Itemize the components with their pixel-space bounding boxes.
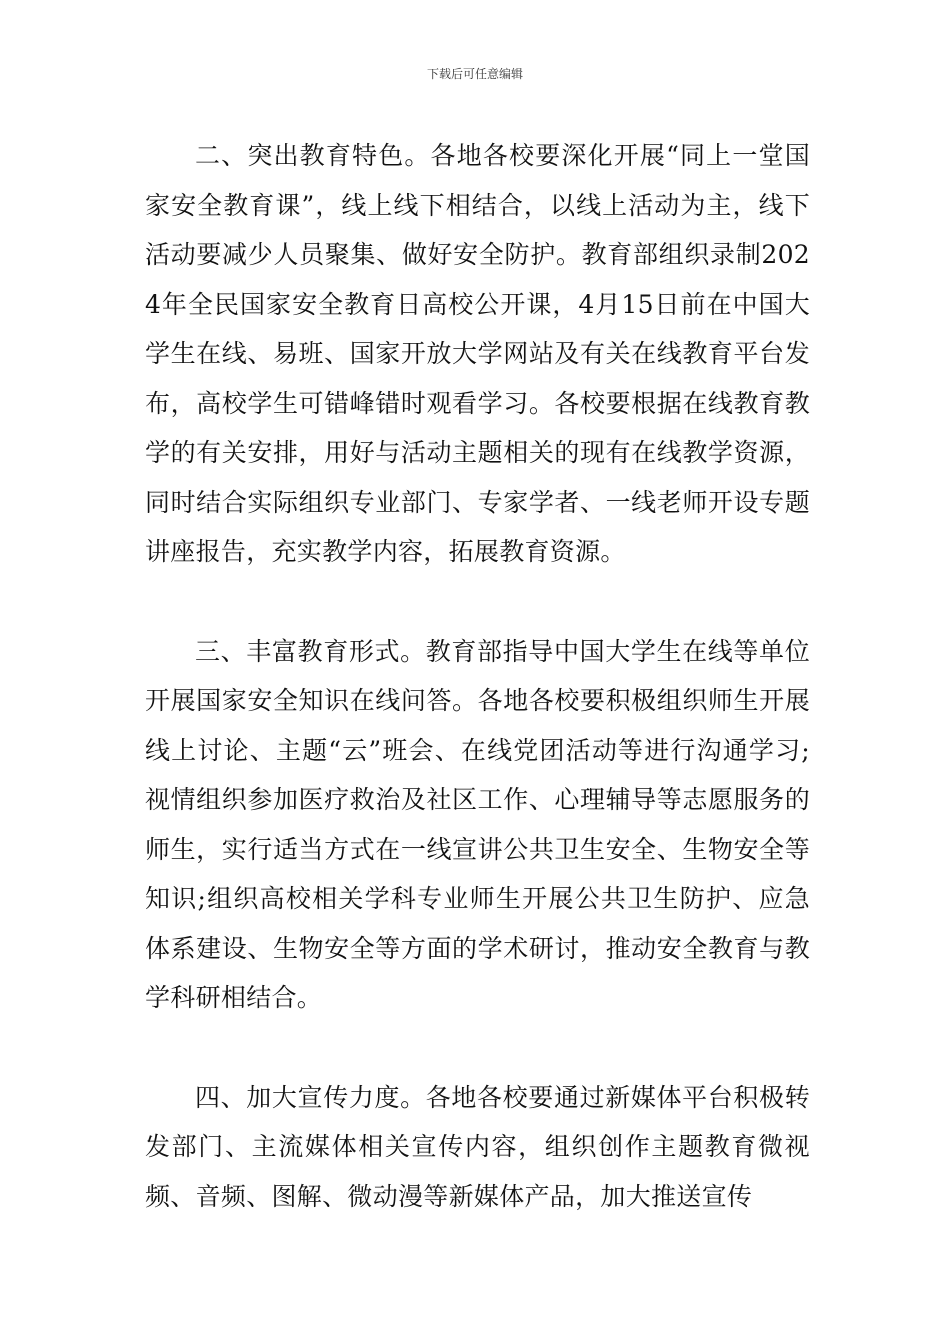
paragraph-education-forms: 三、丰富教育形式。教育部指导中国大学生在线等单位开展国家安全知识在线问答。各地各校要积极组织师生开展线上讨论、主题“云”班会、在线党团活动等进行沟通学习;视情组织参加医疗救治及社区工作、心理辅导等志愿服务的师生，实行适当方式在一线宣讲公共卫生安全、生物安全等知识;组织高校相关学科专业师生开展公共卫生防护、应急体系建设、生物安全等方面的学术研讨，推动安全教育与教学科研相结合。 bbox=[145, 636, 810, 1012]
paragraph-education-features: 二、突出教育特色。各地各校要深化开展“同上一堂国家安全教育课”，线上线下相结合，以线上活动为主，线下活动要减少人员聚集、做好安全防护。教育部组织录制2024年全民国家安全教育日高校公开课，4月15日前在中国大学生在线、易班、国家开放大学网站及有关在线教育平台发布，高校学生可错峰错时观看学习。各校要根据在线教育教学的有关安排，用好与活动主题相关的现有在线教学资源，同时结合实际组织专业部门、专家学者、一线老师开设专题讲座报告，充实教学内容，拓展教育资源。 bbox=[145, 141, 810, 566]
document-body bbox=[145, 131, 810, 1271]
page-header: 下载后可任意编辑 bbox=[426, 67, 523, 81]
paragraph-publicity: 四、加大宣传力度。各地各校要通过新媒体平台积极转发部门、主流媒体相关宣传内容，组织创作主题教育微视频、音频、图解、微动漫等新媒体产品，加大推送宣传 bbox=[145, 1082, 810, 1211]
